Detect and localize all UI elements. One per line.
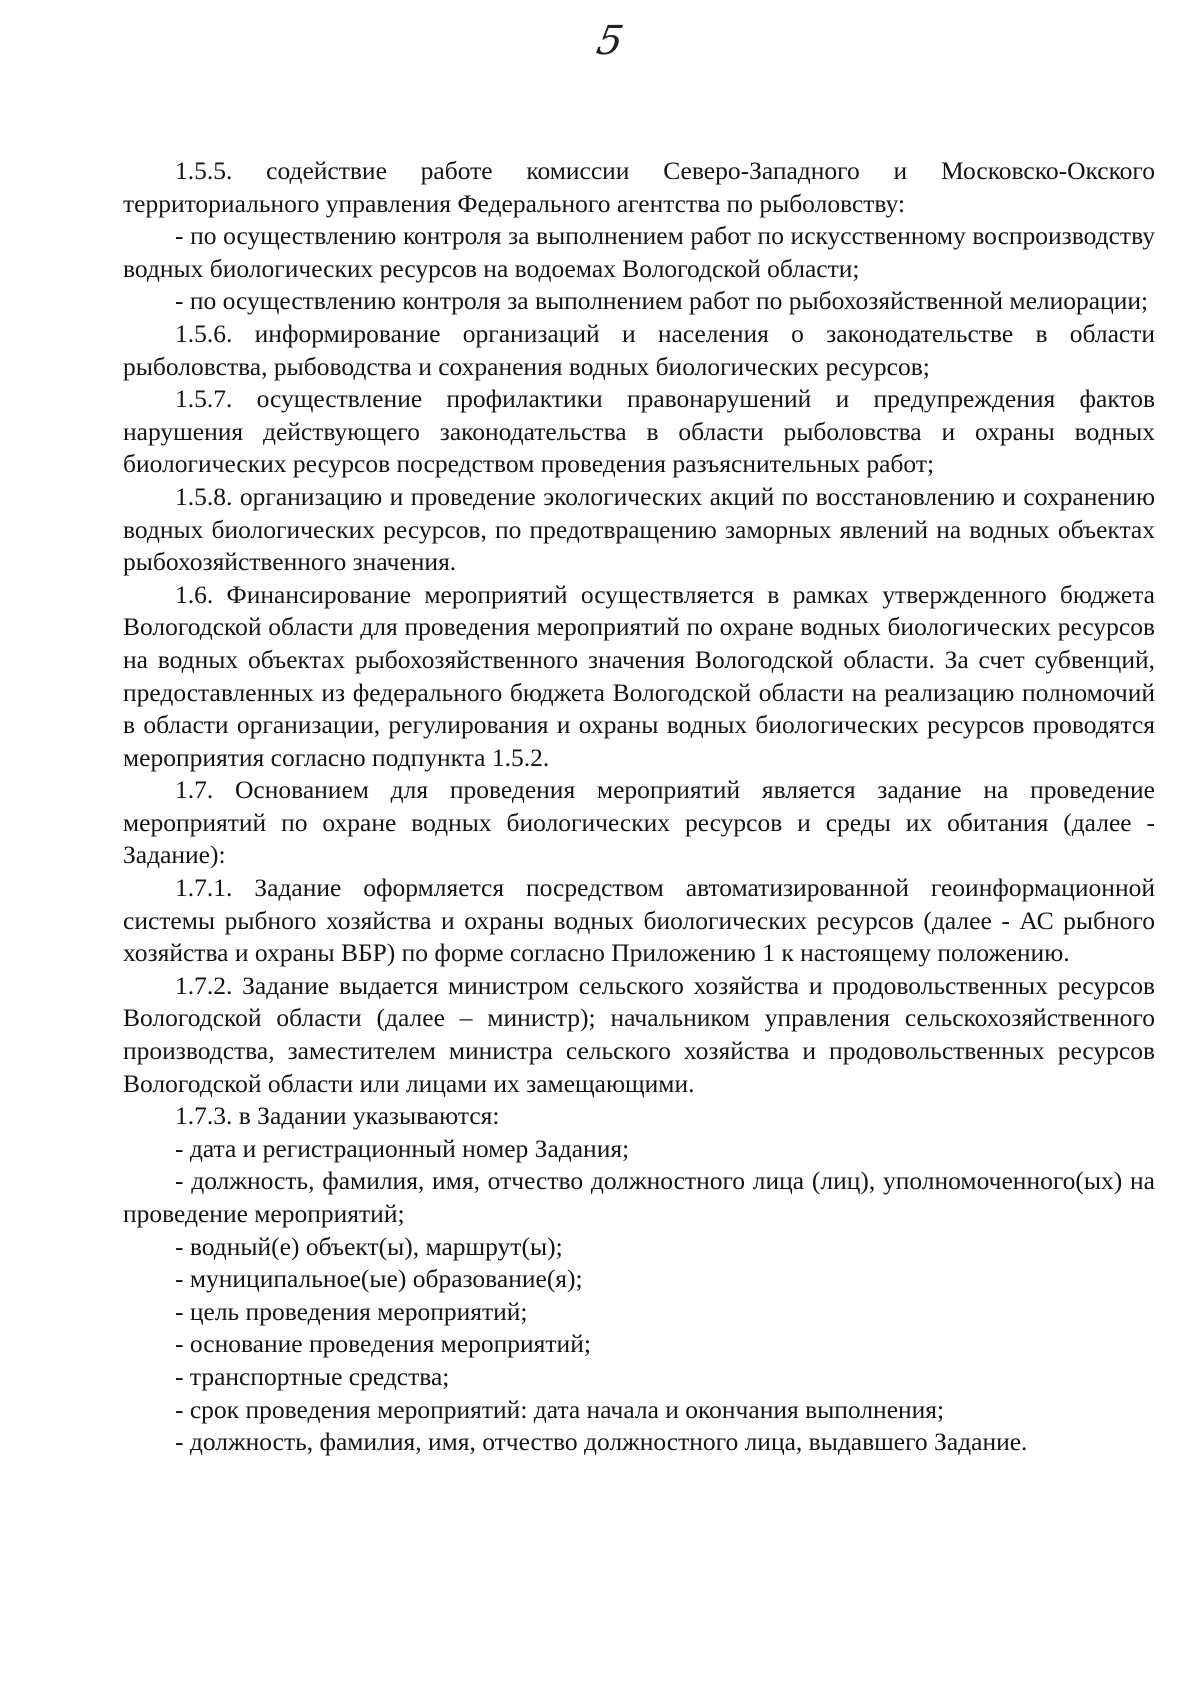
paragraph-1-5-6: 1.5.6. информирование организаций и населения о законодательстве в области рыболовства, рыбоводства и сохранения водных биологических ресурсов;	[123, 318, 1155, 381]
paragraph-1-6: 1.6. Финансирование мероприятий осуществляется в рамках утвержденного бюджета Вологодской области для проведения мероприятий по охране водных биологических ресурсов на водных объектах рыбохозяйственного значения Вологодской области. За счет субвенций, предоставленных из федерального бюджета Вологодской области на реализацию полномочий в области организации, регулирования и охраны водных биологических ресурсов проводятся мероприятия согласно подпункта 1.5.2.	[123, 579, 1155, 772]
list-item-issuer: - должность, фамилия, имя, отчество должностного лица, выдавшего Задание.	[175, 1427, 1028, 1457]
paragraph-1-5-8: 1.5.8. организацию и проведение экологических акций по восстановлению и сохранению водных биологических ресурсов, по предотвращению заморных явлений на водных объектах рыбохозяйственного значения.	[123, 481, 1155, 577]
list-item-purpose: - цель проведения мероприятий;	[175, 1296, 528, 1326]
paragraph-1-7-2: 1.7.2. Задание выдается министром сельского хозяйства и продовольственных ресурсов Вологодской области (далее – министр); начальником управления сельскохозяйственного производства, заместителем министра сельского хозяйства и продовольственных ресурсов Вологодской области или лицами их замещающими.	[123, 970, 1155, 1098]
list-item-water-object: - водный(е) объект(ы), маршрут(ы);	[175, 1231, 563, 1261]
list-item-official: - должность, фамилия, имя, отчество должностного лица (лиц), уполномоченного(ых) на проведение мероприятий;	[123, 1166, 1155, 1228]
paragraph-1-7-3: 1.7.3. в Задании указываются:	[175, 1101, 500, 1131]
list-item-control-melioration: - по осуществлению контроля за выполнением работ по рыбохозяйственной мелиорации;	[175, 286, 1149, 316]
paragraph-1-5-7: 1.5.7. осуществление профилактики правонарушений и предупреждения фактов нарушения действующего законодательства в области рыболовства и охраны водных биологических ресурсов посредством проведения разъяснительных работ;	[123, 384, 1155, 479]
paragraph-1-7: 1.7. Основанием для проведения мероприятий является задание на проведение мероприятий по охране водных биологических ресурсов и среды их обитания (далее - Задание):	[123, 775, 1155, 870]
document-body	[123, 155, 1155, 1459]
list-item-municipality: - муниципальное(ые) образование(я);	[175, 1264, 583, 1294]
list-item-basis: - основание проведения мероприятий;	[175, 1329, 591, 1359]
list-item-control-reproduction: - по осуществлению контроля за выполнением работ по искусственному воспроизводству водных биологических ресурсов на водоемах Вологодской области;	[123, 221, 1155, 283]
page-number: 5	[593, 18, 627, 64]
list-item-date-number: - дата и регистрационный номер Задания;	[175, 1133, 630, 1163]
list-item-period: - срок проведения мероприятий: дата начала и окончания выполнения;	[175, 1394, 945, 1424]
paragraph-1-7-1: 1.7.1. Задание оформляется посредством автоматизированной геоинформационной системы рыбного хозяйства и охраны водных биологических ресурсов (далее - АС рыбного хозяйства и охраны ВБР) по форме согласно Приложению 1 к настоящему положению.	[123, 873, 1155, 968]
paragraph-1-5-5: 1.5.5. содействие работе комиссии Северо-Западного и Московско-Окского территориального управления Федерального агентства по рыболовству:	[123, 156, 1155, 218]
list-item-vehicles: - транспортные средства;	[175, 1361, 450, 1391]
